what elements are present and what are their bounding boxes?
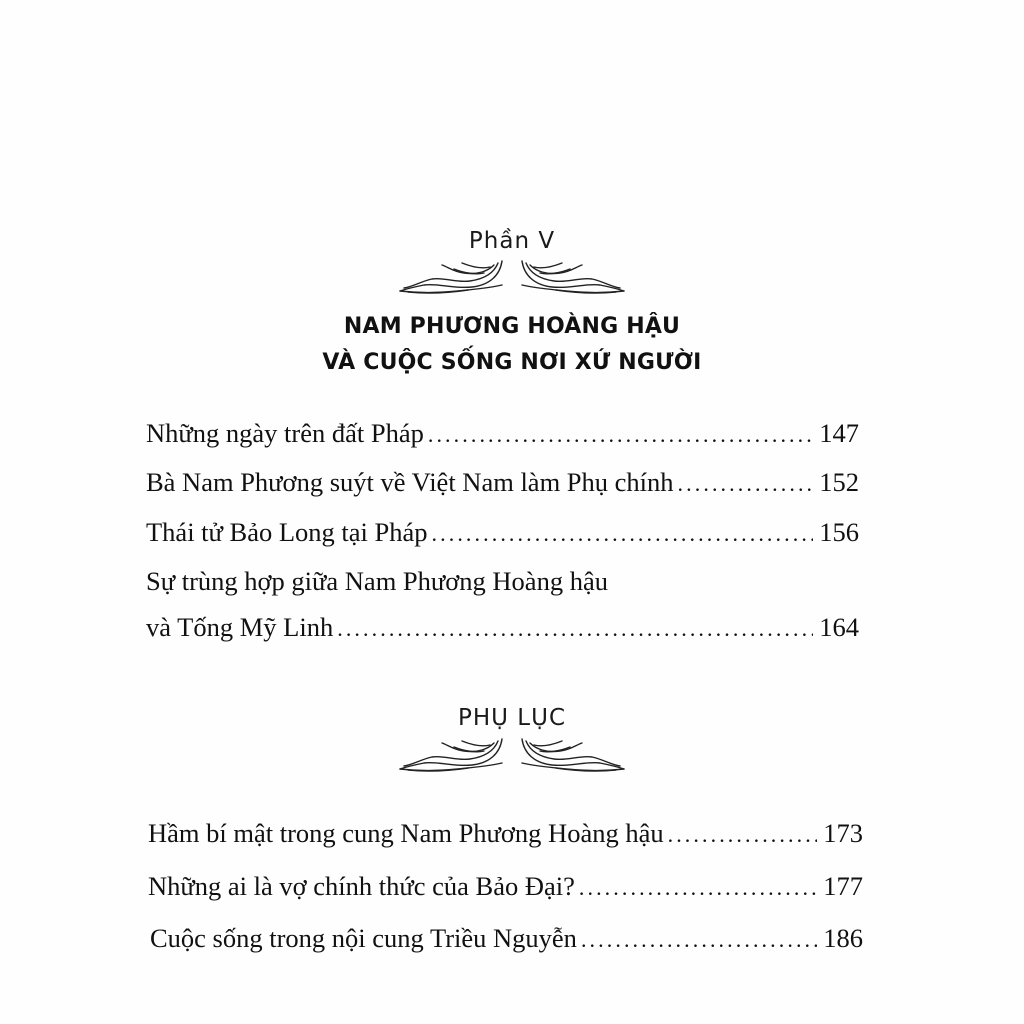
toc-entry-title: và Tống Mỹ Linh [146,612,334,642]
toc-entry-page: 147 [819,418,859,448]
toc-entry[interactable] [148,818,863,849]
toc-entry[interactable] [150,923,863,954]
toc-entry-page: 156 [819,517,859,547]
toc-entry-title: Những ngày trên đất Pháp [146,418,424,448]
toc-entry-page: 164 [819,612,859,642]
section-title-line-1: NAM PHƯƠNG HOÀNG HẬU [343,314,681,339]
toc-entry[interactable] [146,517,859,548]
dot-leader [579,875,817,901]
toc-entry-page: 152 [819,467,859,497]
dot-leader [678,471,814,497]
toc-entry[interactable] [146,612,859,643]
toc-entry[interactable] [148,871,863,902]
appendix-label: PHỤ LỤC [457,705,567,731]
floral-divider-icon [398,257,626,297]
toc-entry[interactable] [146,467,859,498]
toc-entry-title: Cuộc sống trong nội cung Triều Nguyễn [150,923,577,953]
toc-entry-title: Bà Nam Phương suýt về Việt Nam làm Phụ chính [146,467,674,497]
toc-entry-title: Hầm bí mật trong cung Nam Phương Hoàng hậu [148,818,664,848]
dot-leader [668,822,818,848]
dot-leader [581,927,817,953]
floral-divider-icon [398,735,626,775]
toc-entry-title-line-1[interactable]: Sự trùng hợp giữa Nam Phương Hoàng hậu [146,566,608,596]
section-title-line-2: VÀ CUỘC SỐNG NƠI XỨ NGƯỜI [322,350,702,375]
dot-leader [432,521,814,547]
part-label: Phần V [468,228,556,254]
dot-leader [337,616,813,642]
toc-entry-title: Thái tử Bảo Long tại Pháp [146,517,428,547]
toc-entry-page: 173 [823,818,863,848]
toc-entry[interactable] [146,418,859,449]
toc-entry-page: 186 [823,923,863,953]
toc-entry-title: Những ai là vợ chính thức của Bảo Đại? [148,871,575,901]
dot-leader [428,422,813,448]
toc-entry-page: 177 [823,871,863,901]
